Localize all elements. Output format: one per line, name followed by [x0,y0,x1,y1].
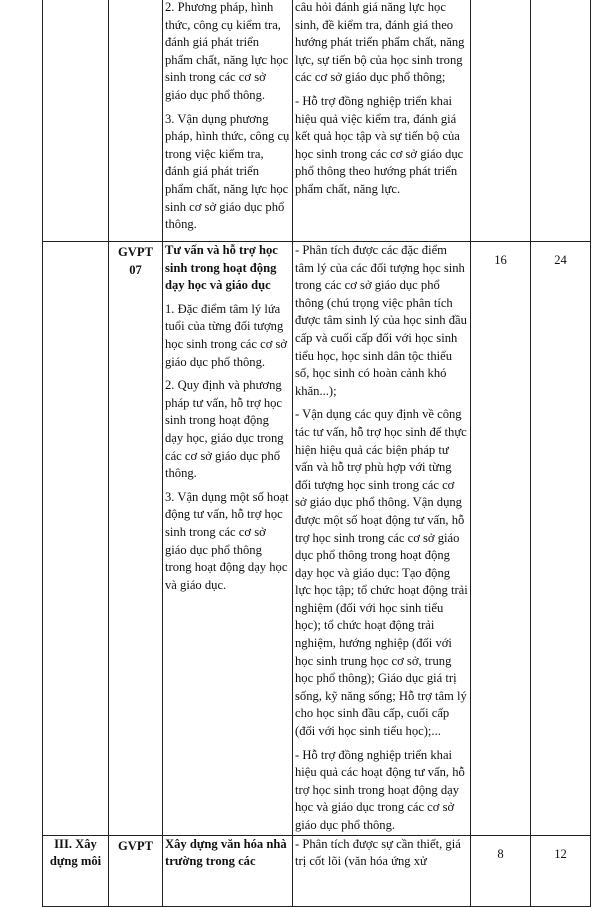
value-cell-1: 16 [471,242,531,836]
topic-title: Tư vấn và hỗ trợ học sinh trong hoạt động dạy học và giáo dục [165,243,278,293]
requirement-item: - Phân tích được các đặc điểm tâm lý của các đối tượng học sinh trong các cơ sở giáo dục phổ thông (chú trọng việc phân tích được tâm sinh lý của học sinh đầu cấp và cuối cấp đối với học sinh tiểu học, học sinh dân tộc thiểu số, học sinh có hoàn cảnh khó khăn...); [295,243,467,398]
topic-title: Xây dựng văn hóa nhà trường trong các [165,836,287,869]
topic-item: 1. Đặc điểm tâm lý lứa tuổi của từng đối tượng học sinh trong các cơ sở giáo dục phổ thông. [165,301,288,369]
requirement-item: - Hỗ trợ đồng nghiệp triển khai hiệu quả các hoạt động tư vấn, hỗ trợ học sinh trong hoạt động dạy học và giáo dục trong các cơ sở giáo dục phổ thông. [295,747,465,832]
value-cell-1 [471,0,531,242]
requirements-cell [293,0,471,242]
requirements-cell [293,835,471,906]
value-cell-2: 24 [531,242,591,836]
topic-item: 2. Quy định và phương pháp tư vấn, hỗ trợ học sinh trong hoạt động dạy học, giáo dục trong các cơ sở giáo dục phổ thông. [165,378,284,481]
requirement-item: - Hỗ trợ đồng nghiệp triển khai hiệu quả việc kiểm tra, đánh giá kết quả học tập và sự tiến bộ của học sinh trong các cơ sở giáo dục phổ thông theo hướng phát triển phẩm chất, năng lực. [295,93,464,196]
module-code: GVPT [109,835,163,906]
topic-item: 3. Vận dụng một số hoạt động tư vấn, hỗ trợ học sinh trong các cơ sở giáo dục phổ thông trong hoạt động dạy học và giáo dục. [165,489,289,592]
value-cell-2: 12 [531,835,591,906]
topic-cell [163,0,293,242]
value-cell-1: 8 [471,835,531,906]
section-cell [43,242,109,836]
value-cell-2 [531,0,591,242]
topic-cell [163,242,293,836]
table-row [43,835,591,906]
module-code: GVPT 07 [109,242,163,836]
table-row [43,242,591,836]
section-cell: III. Xây dựng môi [43,835,109,906]
requirement-item: - Phân tích được sự cần thiết, giá trị cốt lõi (văn hóa ứng xử [295,836,461,869]
curriculum-table [42,0,591,907]
topic-cell [163,835,293,906]
requirements-cell [293,242,471,836]
code-cell [109,0,163,242]
section-cell [43,0,109,242]
topic-item: 2. Phương pháp, hình thức, công cụ kiểm tra, đánh giá phát triển phẩm chất, năng lực học sinh trong các cơ sở giáo dục phổ thông. [165,0,289,102]
topic-item: 3. Vận dụng phương pháp, hình thức, công cụ trong việc kiểm tra, đánh giá phát triển phẩm chất, năng lực học sinh cơ sở giáo dục phổ thông. [165,111,290,232]
requirement-item: câu hỏi đánh giá năng lực học sinh, đề kiểm tra, đánh giá theo hướng phát triển phẩm chất, năng lực, sự tiến bộ của học sinh trong các cơ sở giáo dục phổ thông; [295,0,465,85]
requirement-item: - Vận dụng các quy định về công tác tư vấn, hỗ trợ học sinh để thực hiện hiệu quả các biện pháp tư vấn và hỗ trợ phù hợp với từng đối tượng học sinh trong các cơ sở giáo dục phổ thông. Vận dụng được một số hoạt động tư vấn, hỗ trợ học sinh trong các cơ sở giáo dục phổ thông trong hoạt động dạy học và giáo dục: Tạo động lực học tập; tổ chức hoạt động trải nghiệm (đối với học sinh tiểu học); tổ chức hoạt động trải nghiệm, hướng nghiệp (đối với học sinh trung học cơ sở, trung học phổ thông); Giáo dục giá trị sống, kỹ năng sống; Hỗ trợ tâm lý cho học sinh đầu cấp, cuối cấp (đối với học sinh tiểu học);... [295,407,468,739]
table-row [43,0,591,242]
